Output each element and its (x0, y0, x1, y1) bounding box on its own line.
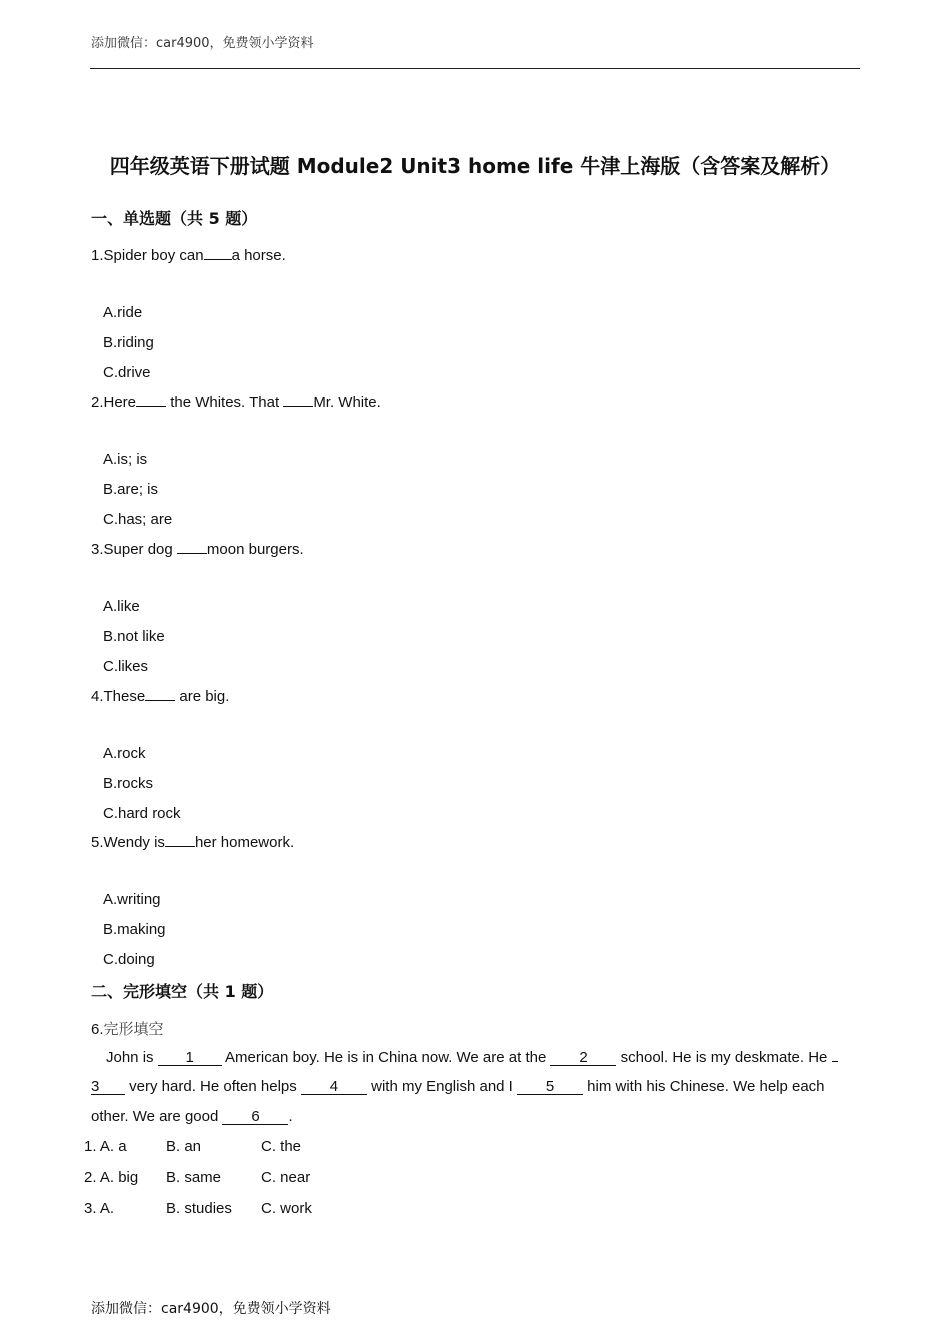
cloze-blank-4: 4 (301, 1079, 367, 1095)
choice-c: C. near (261, 1169, 311, 1186)
cloze-blank-5: 5 (517, 1079, 583, 1095)
question-2-option-a: A.is; is (103, 451, 148, 468)
question-1-option-c: C.drive (103, 364, 151, 381)
choice-a: 1. A. a (84, 1138, 127, 1155)
answer-blank (204, 246, 232, 260)
choice-a: 3. A. (84, 1200, 115, 1217)
question-4-option-b: B.rocks (103, 775, 154, 792)
question-3: 3.Super dog moon burgers. (91, 541, 304, 558)
cloze-blank-1: 1 (158, 1050, 222, 1066)
choice-a: 2. A. big (84, 1169, 139, 1186)
cloze-blank-3: 3 (91, 1079, 125, 1095)
page-header: 添加微信：car4900，免费领小学资料 (91, 36, 314, 51)
header-divider (90, 68, 860, 69)
answer-blank (145, 687, 175, 701)
cloze-passage-line-1: John is 1 American boy. He is in China now. We are at the 2 school. He is my deskmate. He (106, 1048, 838, 1066)
question-5-option-b: B.making (103, 921, 166, 938)
answer-blank (165, 833, 195, 847)
choice-b: B. studies (166, 1200, 232, 1217)
question-5-option-a: A.writing (103, 891, 161, 908)
choice-b: B. same (166, 1169, 222, 1186)
question-2-option-b: B.are; is (103, 481, 159, 498)
question-1: 1.Spider boy can a horse. (91, 247, 286, 264)
section-cloze-title: 二、完形填空（共 1 题） (91, 982, 274, 1001)
answer-blank (832, 1048, 838, 1062)
cloze-blank-6: 6 (222, 1109, 288, 1125)
choice-c: C. work (261, 1200, 312, 1217)
cloze-passage-line-3: other. We are good 6 . (91, 1108, 293, 1125)
question-1-option-a: A.ride (103, 304, 143, 321)
answer-blank (283, 393, 313, 407)
page-footer: 添加微信：car4900，免费领小学资料 (91, 1301, 331, 1317)
document-title: 四年级英语下册试题 Module2 Unit3 home life 牛津上海版（含答案及解析） (109, 154, 841, 178)
question-1-option-b: B.riding (103, 334, 154, 351)
question-4-option-c: C.hard rock (103, 805, 181, 822)
question-5-option-c: C.doing (103, 951, 155, 968)
question-5: 5.Wendy is her homework. (91, 834, 295, 851)
question-3-option-c: C.likes (103, 658, 149, 675)
question-2: 2.Here the Whites. That Mr. White. (91, 394, 381, 411)
question-6-title: 6.完形填空 (91, 1020, 164, 1038)
cloze-passage-line-2: 3 very hard. He often helps 4 with my English and I 5 him with his Chinese. We help each (91, 1078, 825, 1095)
choice-b: B. an (166, 1138, 202, 1155)
question-4-option-a: A.rock (103, 745, 146, 762)
question-4: 4.These are big. (91, 688, 230, 705)
question-3-option-a: A.like (103, 598, 140, 615)
answer-blank (177, 540, 207, 554)
question-3-option-b: B.not like (103, 628, 165, 645)
choice-c: C. the (261, 1138, 302, 1155)
answer-blank (136, 393, 166, 407)
question-2-option-c: C.has; are (103, 511, 173, 528)
cloze-blank-2: 2 (550, 1050, 616, 1066)
section-single-choice-title: 一、单选题（共 5 题） (91, 209, 258, 228)
